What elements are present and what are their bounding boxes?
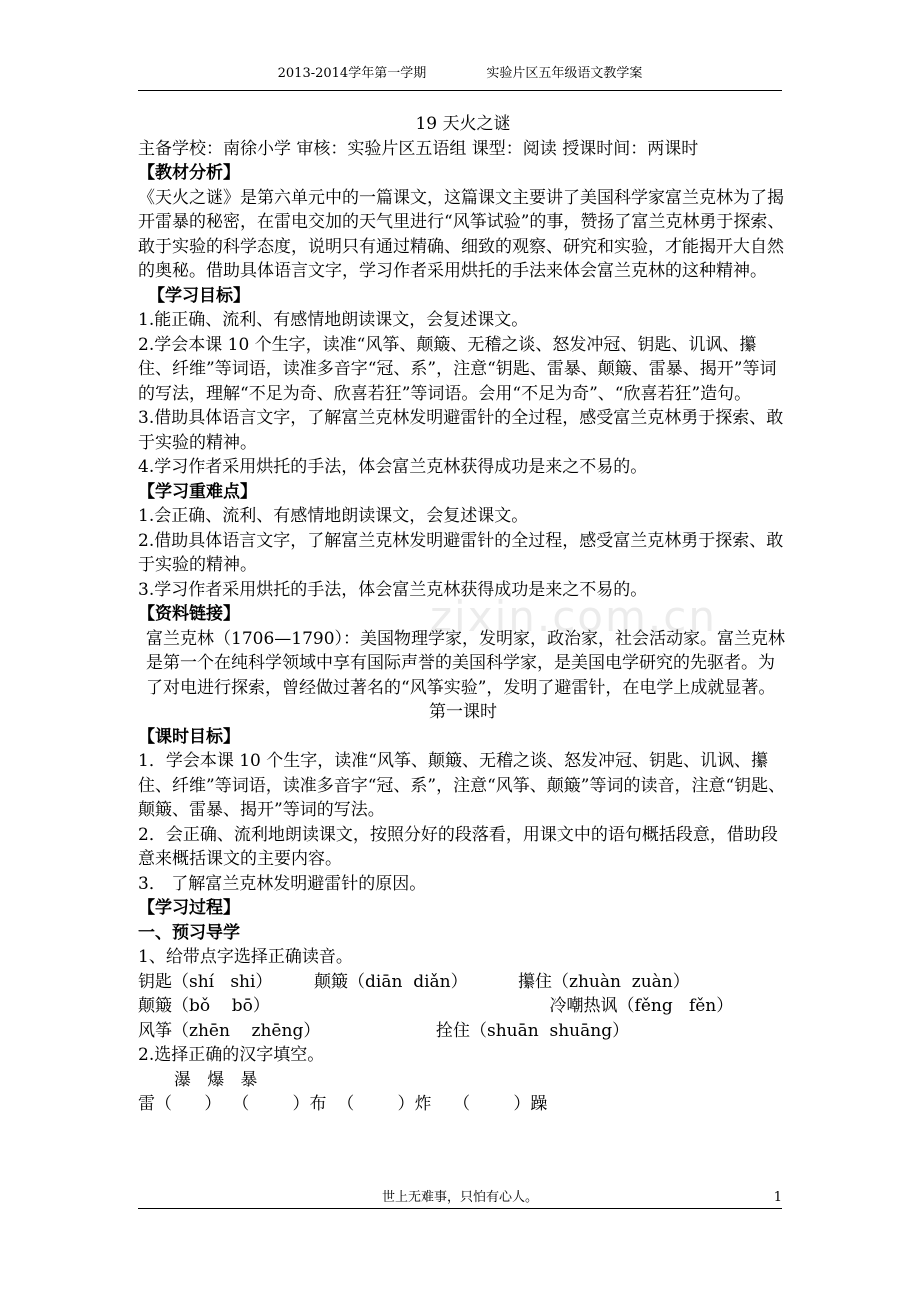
header-semester: 2013-2014学年第一学期 xyxy=(277,66,427,81)
watermark: zixin.com.cn xyxy=(430,592,717,641)
footer-rule xyxy=(138,1208,782,1209)
page-number: 1 xyxy=(773,1190,782,1205)
footer-motto: 世上无难事，只怕有心人。 xyxy=(381,1190,538,1205)
pinyin-row xyxy=(138,970,788,995)
pinyin-cell: 颠簸（diān diǎn） xyxy=(314,971,468,992)
page-header xyxy=(138,64,782,91)
key-item: 1.会正确、流利、有感情地朗读课文，会复述课文。 xyxy=(138,506,529,526)
link-heading: 【资料链接】 xyxy=(138,604,240,624)
process-heading: 【学习过程】 xyxy=(138,898,240,918)
analysis-text: 《天火之谜》是第六单元中的一篇课文，这篇课文主要讲了美国科学家富兰克林为了揭开雷暴的秘密，在雷电交加的天气里进行“风筝试验”的事，赞扬了富兰克林勇于探索、敢于实验的科学态度，说明只有通过精确、细致的观察、研究和实验，才能揭开大自然的奥秘。借助具体语言文字，学习作者采用烘托的手法来体会富兰克林的这种精神。 xyxy=(138,187,785,281)
lesson-goal-item: 1．学会本课 10 个生字，读准“风筝、颠簸、无稽之谈、怒发冲冠、钥匙、讥讽、攥住、纤维”等词语，读准多音字“冠、系”，注意“风筝、颠簸”等词的读音，注意“钥匙、颠簸、雷暴、揭开”等词的写法。 xyxy=(138,751,786,820)
key-item: 2.借助具体语言文字，了解富兰克林发明避雷针的全过程，感受富兰克林勇于探索、敢于实验的精神。 xyxy=(138,530,784,575)
lesson-title: 19 天火之谜 xyxy=(415,114,511,134)
part-one-heading: 一、预习导学 xyxy=(138,922,240,943)
goal-item: 4.学习作者采用烘托的手法，体会富兰克林获得成功是来之不易的。 xyxy=(138,457,648,477)
lesson-one-heading: 第一课时 xyxy=(429,702,497,722)
goal-item: 3.借助具体语言文字，了解富兰克林发明避雷针的全过程，感受富兰克林勇于探索、敢于实验的精神。 xyxy=(138,408,784,453)
header-course: 实验片区五年级语文教学案 xyxy=(486,66,643,81)
pinyin-cell: 攥住（zhuàn zuàn） xyxy=(518,971,690,992)
goal-item: 1.能正确、流利、有感情地朗读课文，会复述课文。 xyxy=(138,310,529,330)
pinyin-cell: 冷嘲热讽（fěng fěn） xyxy=(549,996,734,1016)
goal-item: 2.学会本课 10 个生字，读准“风筝、颠簸、无稽之谈、怒发冲冠、钥匙、讥讽、攥住、纤维”等词语，读准多音字“冠、系”，注意“钥匙、雷暴、颠簸、雷暴、揭开”等词的写法，理解“不足为奇、欣喜若狂”等词语。会用“不足为奇”、“欣喜若狂”造句。 xyxy=(138,334,777,404)
pinyin-cell: 风筝（zhēn zhēng） xyxy=(138,1020,321,1041)
pinyin-row xyxy=(138,994,788,1019)
question-one: 1、给带点字选择正确读音。 xyxy=(138,947,353,967)
lesson-goal-item: 3． 了解富兰克林发明避雷针的原因。 xyxy=(138,873,427,894)
lesson-goals-heading: 【课时目标】 xyxy=(138,726,240,747)
pinyin-cell: 拴住（shuān shuāng） xyxy=(436,1020,630,1041)
pinyin-row xyxy=(138,1019,788,1044)
link-text: 富兰克林（1706—1790）：美国物理学家，发明家，政治家，社会活动家。富兰克林是第一个在纯科学领域中享有国际声誉的美国科学家，是美国电学研究的先驱者。为了对电进行探索，曾经做过著名的“风筝实验”，发明了避雷针，在电学上成就显著。 xyxy=(146,628,786,698)
key-item: 3.学习作者采用烘托的手法，体会富兰克林获得成功是来之不易的。 xyxy=(138,579,648,600)
goals-heading: 【学习目标】 xyxy=(148,285,250,306)
pinyin-cell: 颠簸（bǒ bō） xyxy=(138,996,270,1016)
pinyin-cell xyxy=(313,994,516,1019)
pinyin-cell: 钥匙（shí shi） xyxy=(138,971,273,992)
page-footer xyxy=(138,1188,782,1208)
lesson-goal-item: 2．会正确、流利地朗读课文，按照分好的段落看，用课文中的语句概括段意，借助段意来概括课文的主要内容。 xyxy=(138,824,778,869)
analysis-heading: 【教材分析】 xyxy=(138,163,240,183)
question-two: 2.选择正确的汉字填空。 xyxy=(138,1045,325,1065)
pinyin-cell xyxy=(348,1019,436,1044)
fill-in-line: 雷（ ） （ ）布 （ ）炸 （ ）躁 xyxy=(138,1094,548,1114)
key-heading: 【学习重难点】 xyxy=(138,481,257,502)
lesson-meta: 主备学校：南徐小学 审核：实验片区五语组 课型：阅读 授课时间：两课时 xyxy=(138,138,699,159)
character-choices: 瀑 爆 暴 xyxy=(174,1069,258,1090)
